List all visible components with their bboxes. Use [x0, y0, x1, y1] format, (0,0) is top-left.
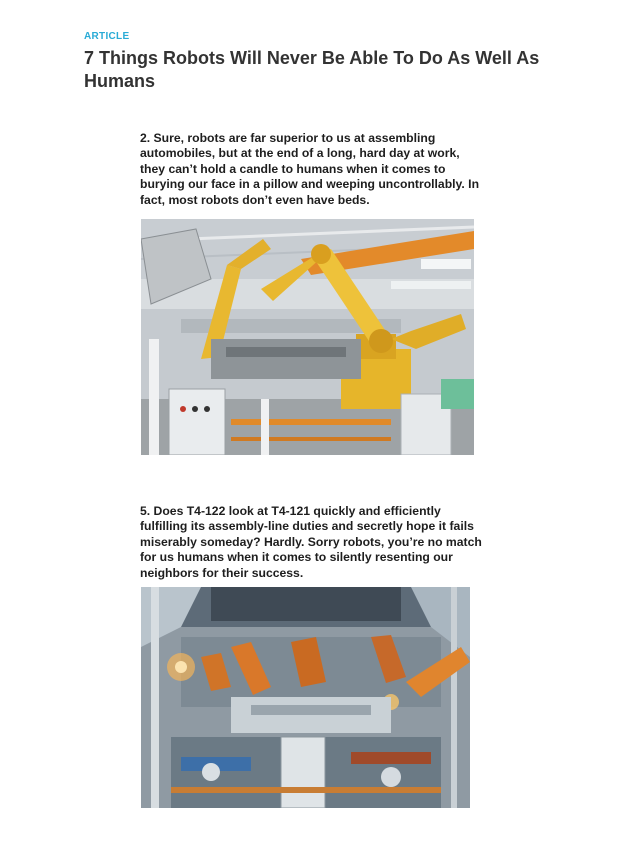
list-item-text-2: 2. Sure, robots are far superior to us at assembling automobiles, but at the end of a long, hard day at work, they can’t hold a candle to humans when it comes to burying our face in a pillow and weeping uncontrollably. In fact, most robots don’t even have beds.	[140, 131, 480, 207]
article-title: 7 Things Robots Will Never Be Able To Do As Well As Humans	[84, 48, 540, 91]
robot-welding-photo	[141, 587, 470, 808]
list-item-text-5: 5. Does T4-122 look at T4-121 quickly and efficiently fulfilling its assembly-line duties and secretly hope it fails miserably someday? Hardly. Sorry robots, you’re no match for us humans when it comes to silently resenting our neighbors for their success.	[140, 504, 482, 580]
article-kicker[interactable]: ARTICLE	[84, 31, 130, 42]
robot-assembly-photo	[141, 219, 474, 455]
